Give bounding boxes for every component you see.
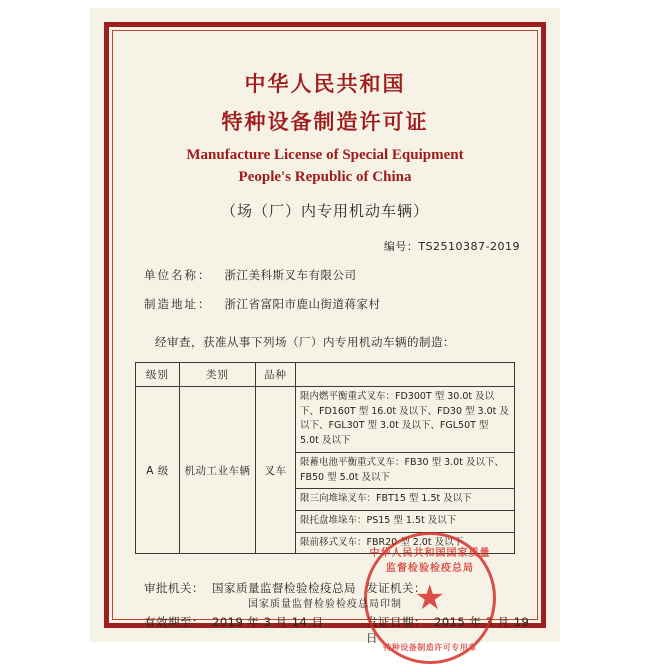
footer-issue-date-label: 发证日期： [366, 615, 426, 630]
footer-issue-date [366, 614, 530, 646]
field-manufacture-address [120, 296, 530, 312]
field-company-name-value: 浙江美科斯叉车有限公司 [224, 268, 357, 282]
title-chinese-line2: 特种设备制造许可证 [221, 110, 429, 134]
footer-valid-label: 有效期至： [144, 615, 204, 630]
table-row [136, 387, 515, 453]
field-manufacture-address-value: 浙江省富阳市鹿山街道蒋家村 [224, 297, 381, 311]
table-cell-grade: A 级 [136, 387, 180, 554]
certificate-subtitle: （场（厂）内专用机动车辆） [220, 202, 429, 220]
table-header-row [136, 363, 515, 387]
table-header-grade: 级别 [136, 363, 180, 387]
field-company-name [120, 267, 530, 283]
specification-table [135, 362, 515, 554]
seal-bottom-text: 特种设备制造许可专用章 [383, 643, 477, 653]
certificate-footer [120, 548, 530, 653]
table-header-detail [296, 363, 515, 387]
table-header-category: 类别 [180, 363, 256, 387]
table-header-kind: 品种 [256, 363, 296, 387]
table-cell-description: 限内燃平衡重式叉车：FD300T 型 30.0t 及以下、FD160T 型 16.0t 及以下、FD30 型 3.0t 及以下、FGL30T 型 3.0t 及以下、FGL50T 型 5.0t 及以下 [296, 387, 515, 453]
footer-issue-date-value: 2015 年 3 月 19 日 [366, 615, 530, 646]
certificate-document [90, 8, 560, 653]
certificate-number-value: TS2510387-2019 [418, 240, 520, 253]
title-chinese-line1: 中华人民共和国 [244, 72, 406, 96]
seal-top-text: 中华人民共和国国家质量监督检验检疫总局 [369, 548, 491, 575]
title-english-line1: Manufacture License of Special Equipment [186, 147, 464, 163]
table-cell-kind: 叉车 [256, 387, 296, 554]
printing-authority-note: 国家质量监督检验检疫总局印制 [248, 599, 402, 610]
table-cell-description: 限三向堆垛叉车：FBT15 型 1.5t 及以下 [296, 489, 515, 511]
table-cell-category: 机动工业车辆 [180, 387, 256, 554]
field-manufacture-address-label: 制造地址： [144, 297, 212, 311]
footer-issue-org-label: 发证机关： [366, 581, 426, 596]
field-company-name-label: 单位名称： [144, 268, 212, 282]
table-cell-description: 限前移式叉车：FBR20 型 2.0t 及以下 [296, 532, 515, 554]
footer-approval-label: 审批机关： [144, 581, 204, 596]
seal-star-icon: ★ [414, 578, 446, 619]
title-english-line2: People's Republic of China [238, 169, 412, 185]
footer-valid-until [144, 614, 366, 646]
table-cell-description: 限托盘堆垛车：PS15 型 1.5t 及以下 [296, 511, 515, 533]
certificate-number [120, 238, 530, 254]
approval-clause: 经审查，获准从事下列场（厂）内专用机动车辆的制造： [155, 335, 455, 349]
footer-row-dates [144, 614, 530, 646]
footer-approval-value: 国家质量监督检验检疫总局 [212, 581, 356, 596]
certificate-content [120, 38, 530, 653]
footer-valid-value: 2019 年 3 月 14 日 [212, 615, 324, 630]
table-cell-description: 限蓄电池平衡重式叉车：FB30 型 3.0t 及以下、FB50 型 5.0t 及以下 [296, 452, 515, 488]
certificate-number-label: 编号： [383, 240, 419, 253]
